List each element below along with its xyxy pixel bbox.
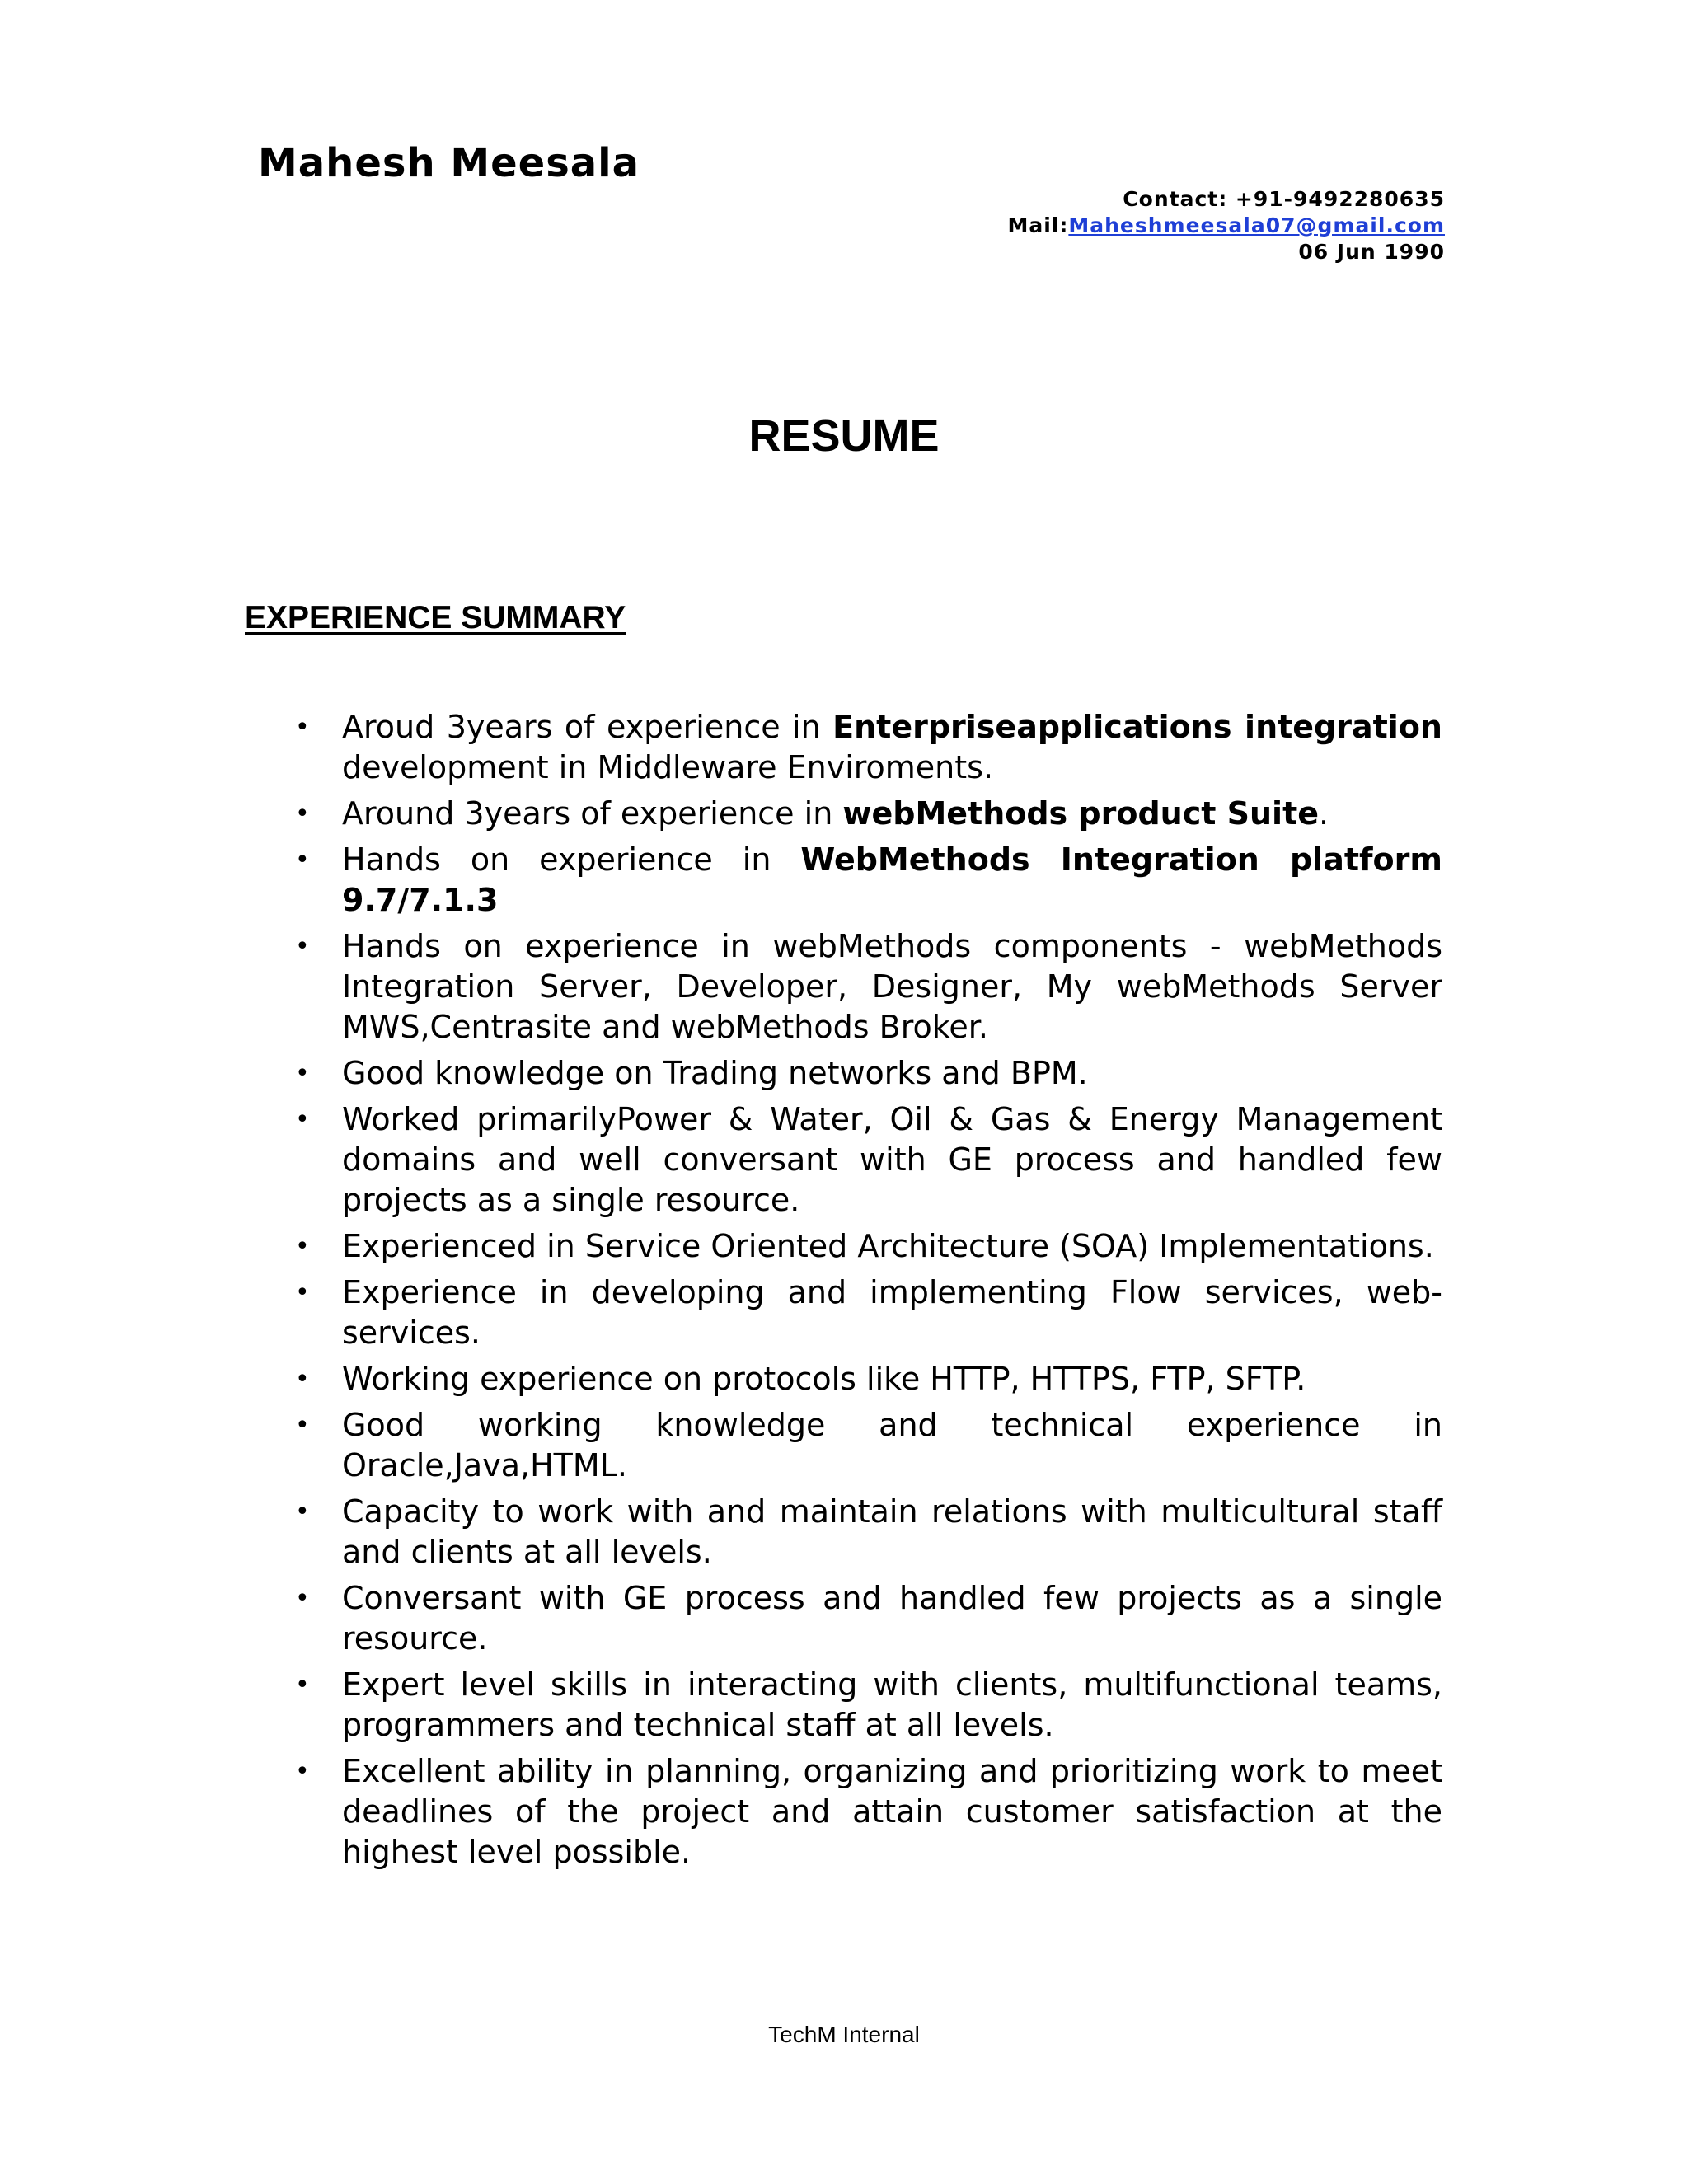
summary-item-text: Excellent ability in planning, organizing and prioritizing work to meet deadlines of the project and attain customer satisfaction at the highest level possible. <box>342 1753 1442 1870</box>
mail-line <box>1007 213 1445 239</box>
bullet-icon: • <box>295 1365 310 1394</box>
summary-item-text: Hands on experience in <box>342 841 801 878</box>
summary-item-text: Worked primarilyPower & Water, Oil & Gas & Energy Management domains and well conversant with GE process and handled few projects as a single resource. <box>342 1101 1442 1218</box>
summary-item-text: Conversant with GE process and handled few projects as a single resource. <box>342 1580 1442 1657</box>
summary-item <box>280 1665 1442 1746</box>
summary-item-text: Around 3years of experience in <box>342 795 843 832</box>
contact-label: Contact: <box>1123 187 1236 211</box>
bullet-icon: • <box>295 1059 310 1088</box>
summary-item <box>280 1359 1442 1399</box>
summary-item <box>280 1099 1442 1221</box>
bullet-icon: • <box>295 713 310 742</box>
summary-item <box>280 926 1442 1047</box>
bullet-icon: • <box>295 1671 310 1699</box>
experience-summary-list <box>280 707 1442 1878</box>
summary-item-text: Capacity to work with and maintain relations with multicultural staff and clients at all levels. <box>342 1493 1442 1570</box>
candidate-name: Mahesh Meesala <box>258 140 640 186</box>
summary-item <box>280 1226 1442 1267</box>
footer-label: TechM Internal <box>768 2022 920 2047</box>
summary-item <box>280 1272 1442 1353</box>
mail-label: Mail: <box>1007 213 1069 237</box>
bullet-icon: • <box>295 1411 310 1440</box>
summary-item-text: Working experience on protocols like HTTP, HTTPS, FTP, SFTP. <box>342 1361 1306 1397</box>
summary-item-text: Good working knowledge and technical experience in Oracle,Java,HTML. <box>342 1407 1442 1483</box>
summary-item-text: Hands on experience in webMethods components - webMethods Integration Server, Developer, Designer, My webMethods Server MWS,Centrasite and webMethods Broker. <box>342 928 1442 1045</box>
summary-item-text: Experienced in Service Oriented Architecture (SOA) Implementations. <box>342 1228 1434 1264</box>
summary-item-text-end: . <box>1319 795 1329 832</box>
summary-item <box>280 794 1442 834</box>
bullet-icon: • <box>295 1584 310 1613</box>
bullet-icon: • <box>295 1497 310 1526</box>
summary-item <box>280 1053 1442 1094</box>
email-link[interactable]: Maheshmeesala07@gmail.com <box>1068 213 1445 237</box>
summary-item-text: Aroud 3years of experience in <box>342 709 833 745</box>
summary-item <box>280 840 1442 921</box>
document-title: RESUME <box>748 411 940 461</box>
summary-item-bold-text: WebMethods Integration platform 9.7/7.1.3 <box>342 841 1442 918</box>
contact-phone: +91-9492280635 <box>1235 187 1445 211</box>
bullet-icon: • <box>295 1232 310 1261</box>
bullet-icon: • <box>295 1105 310 1134</box>
bullet-icon: • <box>295 1278 310 1307</box>
summary-item <box>280 1578 1442 1659</box>
summary-item-bold-text: Enterpriseapplications integration <box>832 709 1442 745</box>
summary-item-text: Expert level skills in interacting with clients, multifunctional teams, programmers and technical staff at all levels. <box>342 1666 1442 1743</box>
bullet-icon: • <box>295 1757 310 1786</box>
experience-summary-heading: EXPERIENCE SUMMARY <box>245 600 626 635</box>
summary-item <box>280 1751 1442 1872</box>
summary-item-bold-text: webMethods product Suite <box>842 795 1320 832</box>
summary-item <box>280 1492 1442 1572</box>
bullet-icon: • <box>295 932 310 961</box>
summary-item-text: Good knowledge on Trading networks and BPM. <box>342 1055 1088 1091</box>
contact-line <box>1007 186 1445 213</box>
date-of-birth: 06 Jun 1990 <box>1298 240 1445 264</box>
summary-item-text: Experience in developing and implementing Flow services, web-services. <box>342 1274 1442 1351</box>
contact-block <box>1007 186 1445 265</box>
bullet-icon: • <box>295 846 310 874</box>
bullet-icon: • <box>295 799 310 828</box>
summary-item <box>280 1405 1442 1486</box>
summary-item-text-end: development in Middleware Enviroments. <box>342 749 994 785</box>
summary-item <box>280 707 1442 788</box>
